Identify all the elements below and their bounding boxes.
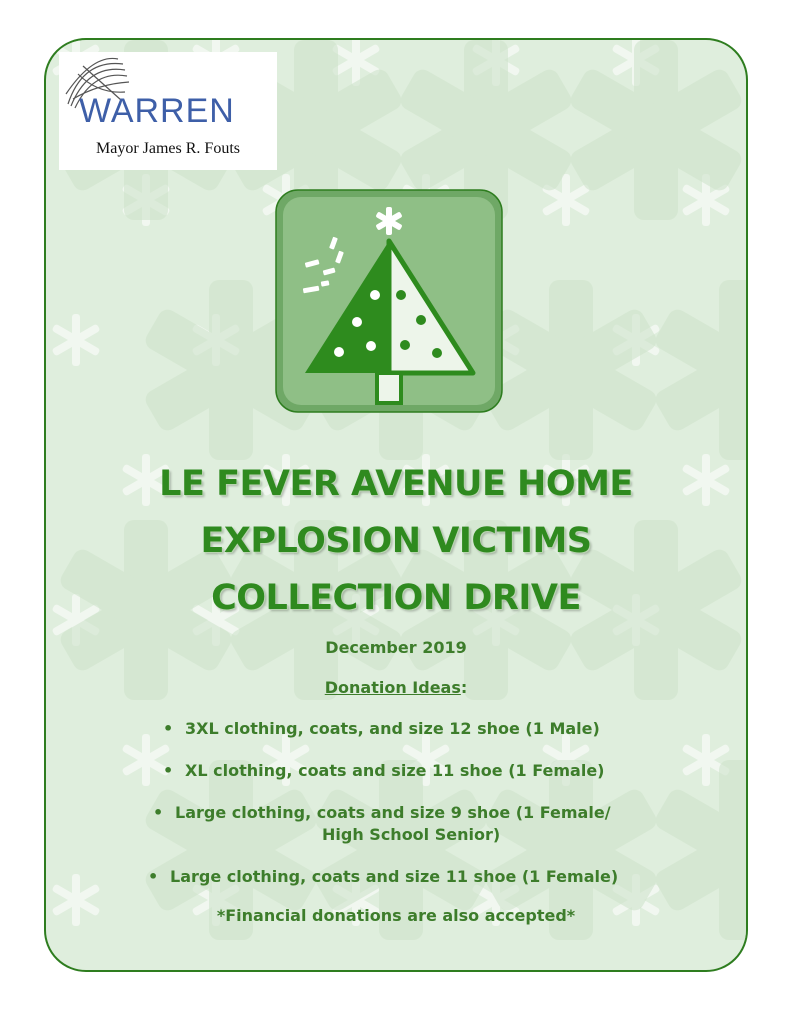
donation-item	[148, 867, 618, 886]
donation-item-continuation: High School Senior)	[322, 825, 501, 844]
event-date: December 2019	[325, 638, 467, 657]
donation-item-text: XL clothing, coats and size 11 shoe (1 Female)	[185, 761, 605, 780]
logo-mayor-name: Mayor James R. Fouts	[96, 140, 240, 157]
warren-logo	[59, 52, 277, 170]
headline-line-2: EXPLOSION VICTIMS	[200, 521, 592, 561]
headline-line-3: COLLECTION DRIVE	[211, 578, 581, 618]
bullet-icon: •	[163, 719, 174, 738]
donation-ideas-colon: :	[460, 678, 468, 697]
headline-line-1: LE FEVER AVENUE HOME	[159, 464, 633, 504]
donation-item	[163, 719, 600, 738]
christmas-tree-icon	[275, 189, 503, 413]
bullet-icon: •	[148, 867, 159, 886]
bullet-icon: •	[163, 761, 174, 780]
donation-item-text: Large clothing, coats and size 11 shoe (1 Female)	[170, 867, 619, 886]
donation-ideas-label: Donation Ideas	[324, 678, 461, 697]
large-snowflake-icon	[482, 280, 660, 460]
financial-donations-note: *Financial donations are also accepted*	[216, 906, 576, 925]
snowflake-icon	[51, 314, 100, 366]
headline	[44, 456, 748, 627]
donation-item-text: Large clothing, coats and size 9 shoe (1 Female/	[175, 803, 611, 822]
logo-wordmark: WARREN	[79, 92, 235, 130]
donation-ideas-heading	[44, 678, 748, 697]
large-snowflake-icon	[652, 280, 746, 460]
donation-item	[153, 803, 611, 822]
donation-item	[163, 761, 604, 780]
bullet-icon: •	[153, 803, 164, 822]
donation-item-text: 3XL clothing, coats, and size 12 shoe (1 Male)	[185, 719, 600, 738]
